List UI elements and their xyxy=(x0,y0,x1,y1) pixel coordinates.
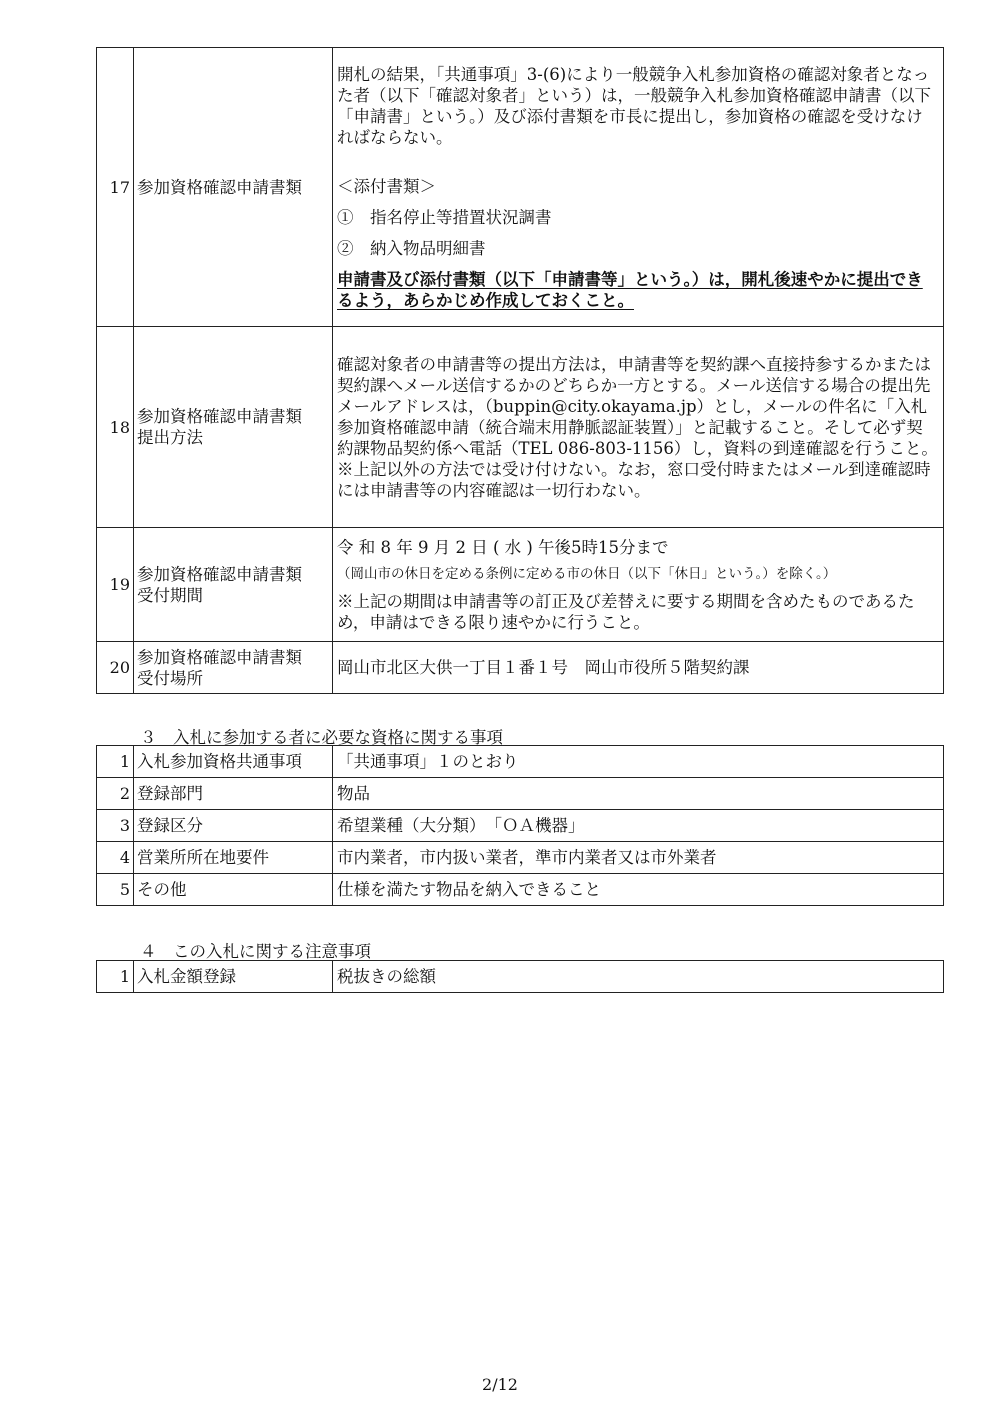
row-content xyxy=(333,528,944,642)
table-row xyxy=(97,874,944,906)
table-row xyxy=(97,327,944,528)
row-value: 物品 xyxy=(333,778,944,810)
table-row xyxy=(97,810,944,842)
attachment-heading: ＜添付書類＞ xyxy=(337,176,436,196)
row-number: 19 xyxy=(97,528,134,642)
paragraph: ※上記以外の方法では受け付けない。なお，窓口受付時またはメール到達確認時には申請書等の内容確認は一切行わない。 xyxy=(337,459,931,500)
table-row xyxy=(97,842,944,874)
row-item-label: 営業所所在地要件 xyxy=(134,842,333,874)
row-item-label xyxy=(134,528,333,642)
row-number: 18 xyxy=(97,327,134,528)
row-item-label: 入札金額登録 xyxy=(134,961,333,993)
item-label-line: 参加資格確認申請書類 xyxy=(137,564,302,584)
row-number: 20 xyxy=(97,642,134,694)
important-note: 申請書及び添付書類（以下「申請書等」という。）は，開札後速やかに提出できるよう，あらかじめ作成しておくこと。 xyxy=(337,269,923,310)
row-item-label: 参加資格確認申請書類 xyxy=(134,48,333,327)
qualification-table xyxy=(96,745,944,906)
table-row xyxy=(97,642,944,694)
item-label-line: 受付場所 xyxy=(137,668,203,688)
attachment-item: ① 指名停止等措置状況調書 xyxy=(337,207,552,227)
item-label-line: 参加資格確認申請書類 xyxy=(137,647,302,667)
paragraph: 開札の結果，「共通事項」3-(6)により一般競争入札参加資格の確認対象者となった者（以下「確認対象者」という）は，一般競争入札参加資格確認申請書（以下「申請書」という。）及び添付書類を市長に提出し，参加資格の確認を受けなければならない。 xyxy=(337,64,931,147)
table-row xyxy=(97,746,944,778)
paragraph: ※上記の期間は申請書等の訂正及び差替えに要する期間を含めたものであるため，申請はできる限り速やかに行うこと。 xyxy=(337,591,915,632)
row-value: 市内業者，市内扱い業者，準市内業者又は市外業者 xyxy=(333,842,944,874)
row-item-label: 入札参加資格共通事項 xyxy=(134,746,333,778)
paragraph: 岡山市北区大供一丁目１番１号 岡山市役所５階契約課 xyxy=(337,658,750,677)
row-item-label: 登録区分 xyxy=(134,810,333,842)
row-number: 17 xyxy=(97,48,134,327)
row-value: 「共通事項」１のとおり xyxy=(333,746,944,778)
item-label-line: 受付期間 xyxy=(137,585,203,605)
row-value: 希望業種（大分類） 「ＯＡ機器」 xyxy=(333,810,944,842)
row-item-label: その他 xyxy=(134,874,333,906)
row-content xyxy=(333,642,944,694)
item-label-line: 参加資格確認申請書類 xyxy=(137,407,302,426)
page-number: 2/12 xyxy=(482,1375,518,1394)
attachment-item: ② 納入物品明細書 xyxy=(337,238,486,258)
row-value: 税抜きの総額 xyxy=(333,961,944,993)
row-number: 2 xyxy=(97,778,134,810)
row-number: 3 xyxy=(97,810,134,842)
table-row xyxy=(97,778,944,810)
section-heading: ３ 入札に参加する者に必要な資格に関する事項 xyxy=(140,728,503,747)
deadline: 令 和 8 年 9 月 2 日 ( 水 ) 午後5時15分まで xyxy=(337,537,669,557)
section-heading: ４ この入札に関する注意事項 xyxy=(140,942,371,961)
table-row xyxy=(97,961,944,993)
row-content xyxy=(333,48,944,327)
row-number: 5 xyxy=(97,874,134,906)
item-label-line: 提出方法 xyxy=(137,428,203,447)
row-number: 1 xyxy=(97,961,134,993)
holiday-note: （岡山市の休日を定める条例に定める市の休日（以下「休日」という。）を除く。） xyxy=(337,565,837,582)
row-item-label xyxy=(134,642,333,694)
bid-notes-table xyxy=(96,960,944,993)
row-number: 4 xyxy=(97,842,134,874)
table-row xyxy=(97,528,944,642)
row-value: 仕様を満たす物品を納入できること xyxy=(333,874,944,906)
paragraph: 確認対象者の申請書等の提出方法は，申請書等を契約課へ直接持参するかまたは契約課へメール送信するかのどちらか一方とする。メール送信する場合の提出先メールアドレスは，（buppin@city.okayama.jp）とし，メールの件名に「入札参加資格確認申請（統合端末用静脈認証装置）」と記載すること。そして必ず契約課物品契約係へ電話（TEL 086-803-1156）し，資料の到達確認を行うこと。 xyxy=(337,354,938,458)
table-row xyxy=(97,48,944,327)
row-number: 1 xyxy=(97,746,134,778)
application-requirements-table xyxy=(96,47,944,694)
row-item-label xyxy=(134,327,333,528)
row-content xyxy=(333,327,944,528)
row-item-label: 登録部門 xyxy=(134,778,333,810)
